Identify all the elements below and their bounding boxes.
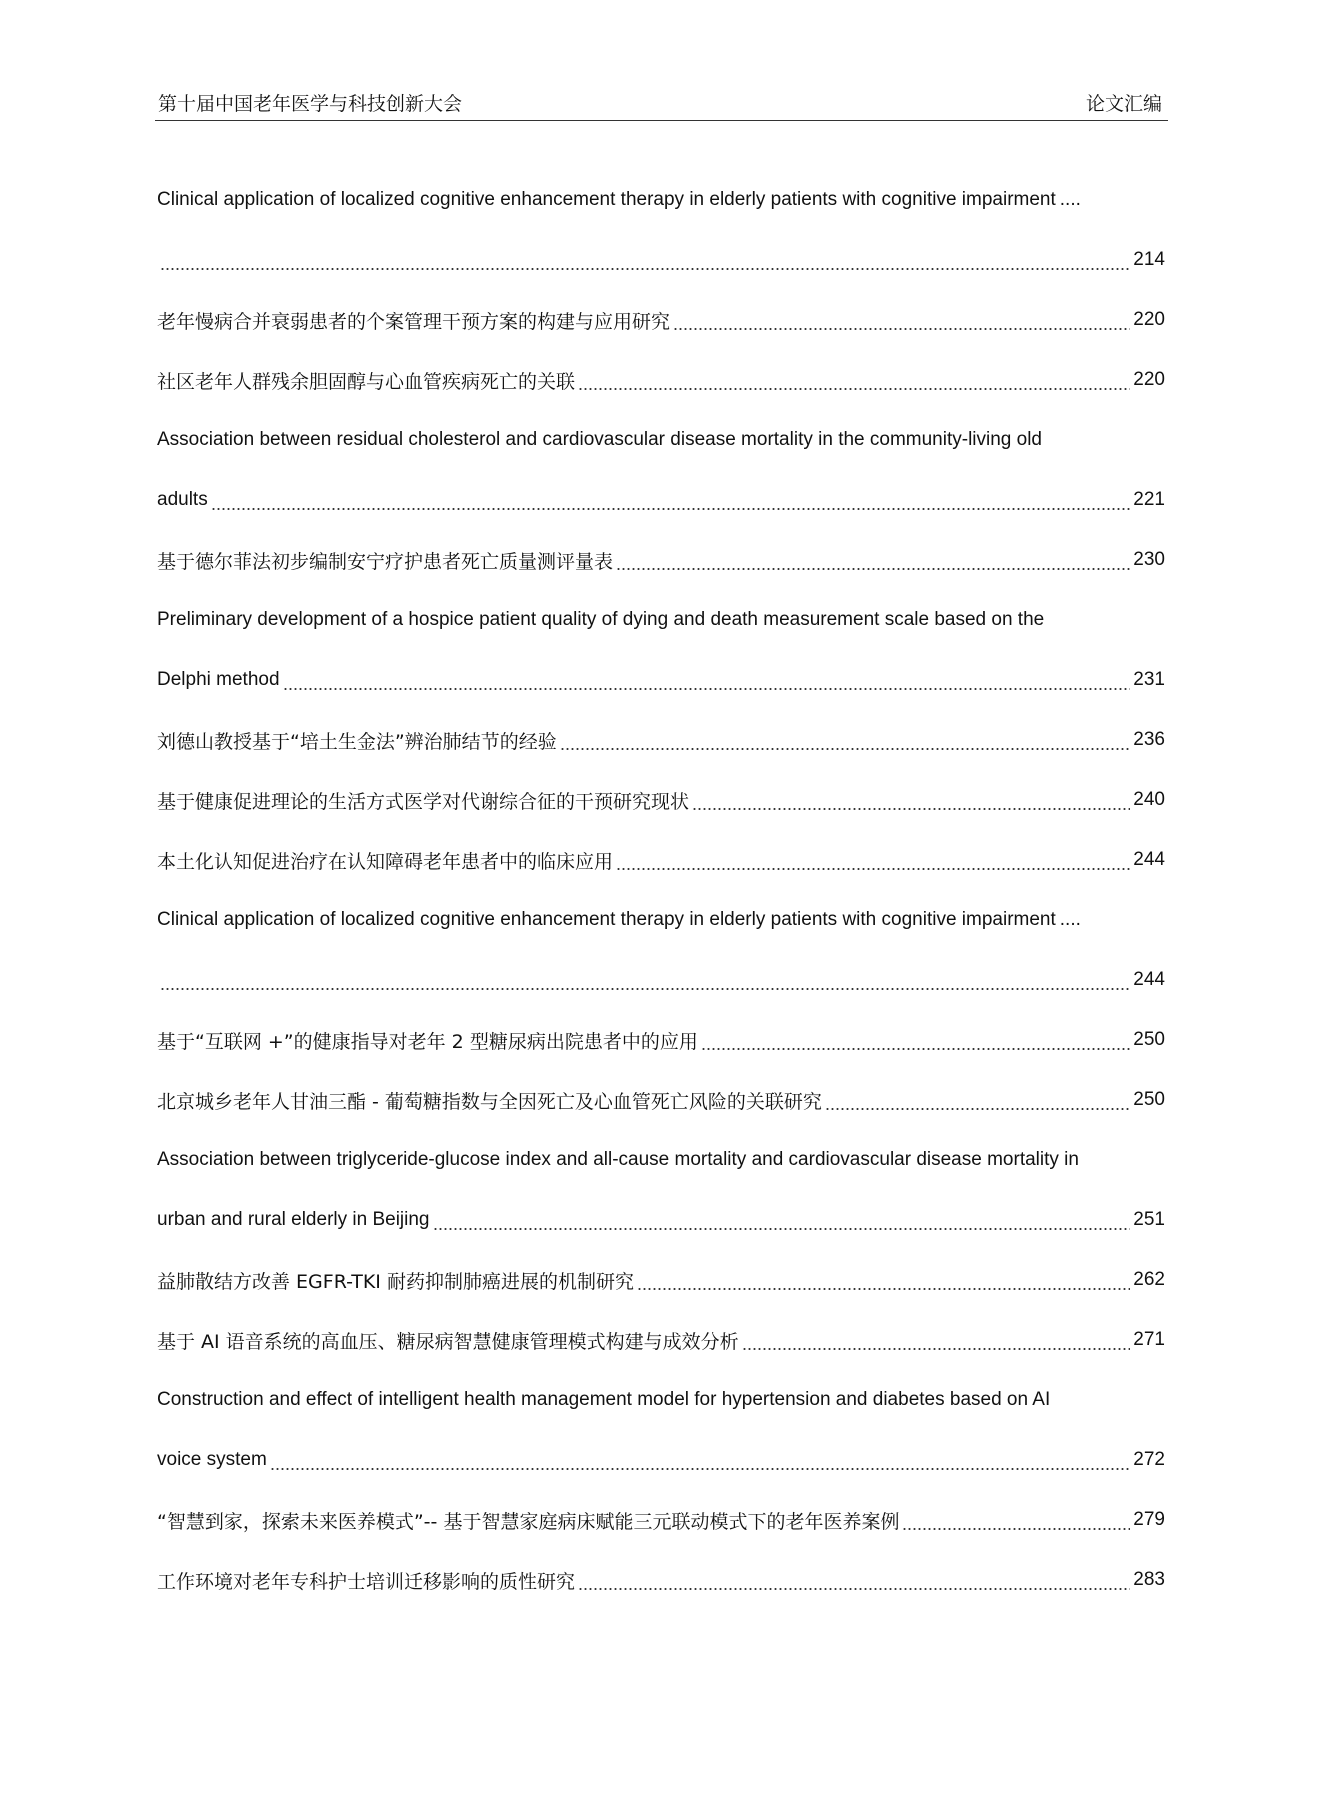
toc-entry[interactable] <box>157 770 1165 830</box>
toc-entry-page-number: 250 <box>1133 1029 1165 1050</box>
dot-leader <box>578 1569 1130 1591</box>
toc-entry-title: Clinical application of localized cognitive enhancement therapy in elderly patients with cognitive impairment <box>157 189 1056 210</box>
toc-entry-title: 基于健康促进理论的生活方式医学对代谢综合征的干预研究现状 <box>157 790 690 813</box>
toc-entry[interactable] <box>157 1190 1165 1250</box>
dot-leader <box>283 669 1131 691</box>
dot-leader <box>270 1449 1130 1471</box>
toc-entry-title: 社区老年人群残余胆固醇与心血管疾病死亡的关联 <box>157 370 576 393</box>
toc-entry-title: 基于 AI 语音系统的高血压、糖尿病智慧健康管理模式构建与成效分析 <box>157 1330 739 1353</box>
toc-entry-title: voice system <box>157 1449 267 1470</box>
toc-entry-title: adults <box>157 489 208 510</box>
toc-entry[interactable] <box>157 830 1165 890</box>
toc-entry[interactable] <box>157 1070 1165 1130</box>
dot-leader <box>160 249 1130 271</box>
toc-entry[interactable] <box>157 1490 1165 1550</box>
toc-entry[interactable] <box>157 470 1165 530</box>
toc-entry[interactable] <box>157 1310 1165 1370</box>
toc-entry[interactable] <box>157 170 1165 230</box>
toc-entry-page-number: 236 <box>1133 729 1165 750</box>
toc-entry-page-number: 271 <box>1133 1329 1165 1350</box>
toc-entry-page-number: 221 <box>1133 489 1165 510</box>
toc-entry-title: 老年慢病合并衰弱患者的个案管理干预方案的构建与应用研究 <box>157 310 671 333</box>
dot-leader <box>637 1269 1130 1291</box>
toc-entry-continuation-dots: .... <box>1059 189 1081 210</box>
toc-entry-title: urban and rural elderly in Beijing <box>157 1209 430 1230</box>
toc-entry[interactable] <box>157 1430 1165 1490</box>
toc-entry[interactable] <box>157 650 1165 710</box>
toc-entry-page-number: 250 <box>1133 1089 1165 1110</box>
dot-leader <box>616 549 1130 571</box>
toc-entry-title: Construction and effect of intelligent health management model for hypertension and diabetes based on AI <box>157 1389 1051 1410</box>
toc-entry-title: 北京城乡老年人甘油三酯 - 葡萄糖指数与全因死亡及心血管死亡风险的关联研究 <box>157 1090 822 1113</box>
dot-leader <box>578 369 1130 391</box>
toc-entry-page-number: 262 <box>1133 1269 1165 1290</box>
table-of-contents <box>157 170 1165 1610</box>
toc-entry[interactable] <box>157 350 1165 410</box>
toc-entry-page-number: 244 <box>1133 849 1165 870</box>
toc-entry[interactable] <box>157 710 1165 770</box>
toc-entry-title: 益肺散结方改善 EGFR-TKI 耐药抑制肺癌进展的机制研究 <box>157 1270 634 1293</box>
toc-entry-title: 本土化认知促进治疗在认知障碍老年患者中的临床应用 <box>157 850 614 873</box>
toc-entry-title: 刘德山教授基于“培土生金法”辨治肺结节的经验 <box>157 730 557 753</box>
toc-entry-title: “智慧到家，探索未来医养模式”-- 基于智慧家庭病床赋能三元联动模式下的老年医养案例 <box>157 1510 900 1533</box>
toc-entry-page-number: 214 <box>1133 249 1165 270</box>
toc-entry-title: Clinical application of localized cognitive enhancement therapy in elderly patients with cognitive impairment <box>157 909 1056 930</box>
toc-entry-title: 工作环境对老年专科护士培训迁移影响的质性研究 <box>157 1570 576 1593</box>
toc-entry[interactable] <box>157 1010 1165 1070</box>
toc-entry-title: 基于“互联网 +”的健康指导对老年 2 型糖尿病出院患者中的应用 <box>157 1030 698 1053</box>
toc-entry[interactable] <box>157 1130 1165 1190</box>
header-conference-title: 第十届中国老年医学与科技创新大会 <box>158 93 463 115</box>
dot-leader <box>701 1029 1130 1051</box>
toc-entry[interactable] <box>157 950 1165 1010</box>
toc-entry-page-number: 220 <box>1133 369 1165 390</box>
toc-entry-title: Association between residual cholesterol and cardiovascular disease mortality in the community-living old <box>157 429 1042 450</box>
toc-entry-page-number: 230 <box>1133 549 1165 570</box>
toc-entry-title: 基于德尔菲法初步编制安宁疗护患者死亡质量测评量表 <box>157 550 614 573</box>
toc-entry-title: Preliminary development of a hospice patient quality of dying and death measurement scale based on the <box>157 609 1045 630</box>
dot-leader <box>433 1209 1131 1231</box>
toc-entry-page-number: 220 <box>1133 309 1165 330</box>
toc-entry[interactable] <box>157 1250 1165 1310</box>
dot-leader <box>560 729 1131 751</box>
dot-leader <box>692 789 1130 811</box>
toc-entry-continuation-dots: .... <box>1059 909 1081 930</box>
dot-leader <box>160 969 1130 991</box>
dot-leader <box>825 1089 1130 1111</box>
toc-entry-title: Delphi method <box>157 669 280 690</box>
dot-leader <box>673 309 1130 331</box>
toc-entry-page-number: 240 <box>1133 789 1165 810</box>
toc-entry-page-number: 272 <box>1133 1449 1165 1470</box>
header-section-title: 论文汇编 <box>1085 93 1162 115</box>
toc-entry-page-number: 231 <box>1133 669 1165 690</box>
toc-entry[interactable] <box>157 290 1165 350</box>
toc-entry[interactable] <box>157 590 1165 650</box>
toc-entry-title: Association between triglyceride-glucose index and all-cause mortality and cardiovascular disease mortality in <box>157 1149 1079 1170</box>
toc-entry-page-number: 279 <box>1133 1509 1165 1530</box>
toc-entry-page-number: 251 <box>1133 1209 1165 1230</box>
toc-entry[interactable] <box>157 1370 1165 1430</box>
running-header <box>155 92 1168 121</box>
toc-entry[interactable] <box>157 230 1165 290</box>
dot-leader <box>902 1509 1130 1531</box>
dot-leader <box>742 1329 1131 1351</box>
toc-entry[interactable] <box>157 1550 1165 1610</box>
dot-leader <box>616 849 1130 871</box>
toc-entry-page-number: 244 <box>1133 969 1165 990</box>
toc-entry[interactable] <box>157 890 1165 950</box>
toc-entry[interactable] <box>157 530 1165 590</box>
toc-entry-page-number: 283 <box>1133 1569 1165 1590</box>
toc-entry[interactable] <box>157 410 1165 470</box>
dot-leader <box>211 489 1131 511</box>
